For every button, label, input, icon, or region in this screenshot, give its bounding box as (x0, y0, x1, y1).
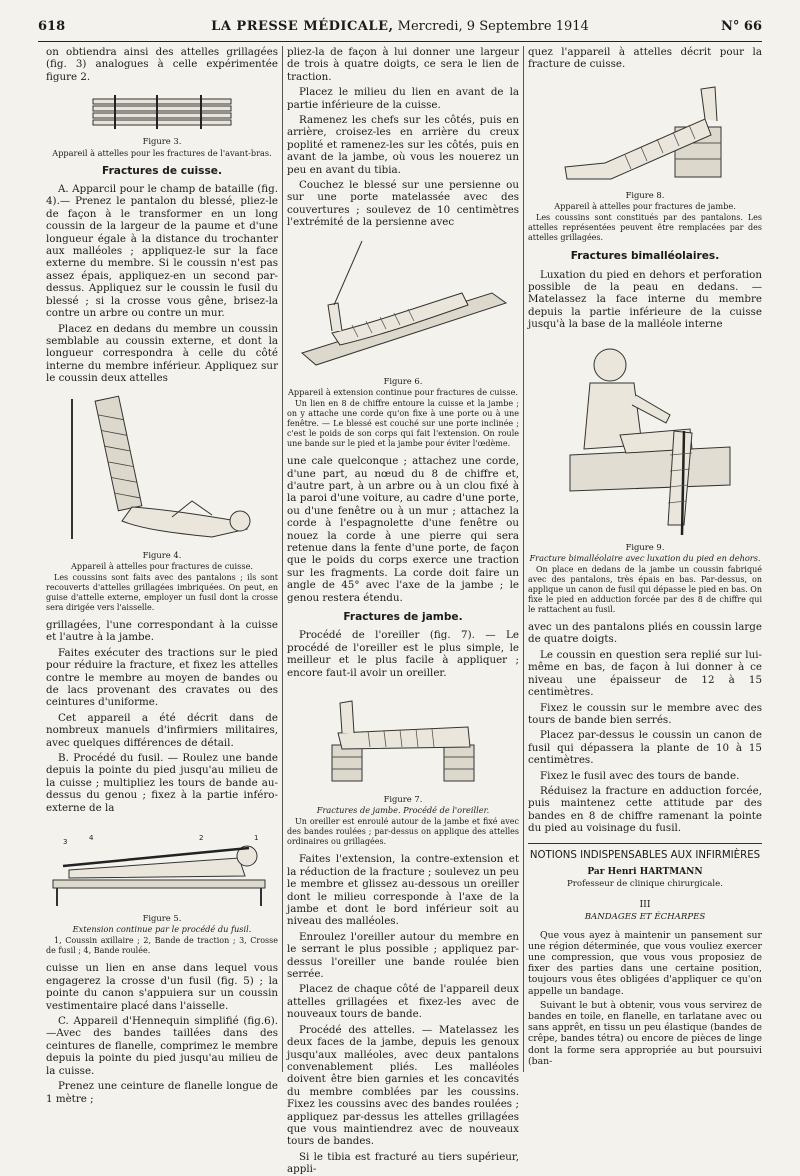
pillow-method-illustration (318, 683, 488, 791)
figure-caption: Appareil à extension continue pour fractures de cuisse. (287, 387, 519, 398)
paragraph: Cet appareil a été décrit dans de nombreux manuels d'infirmiers militaires, avec quelques différences de détail. (46, 711, 278, 749)
paragraph: avec un des pantalons pliés en coussin large de quatre doigts. (528, 621, 762, 646)
paragraph: Procédé de l'oreiller (fig. 7). — Le procédé de l'oreiller est le plus simple, le meilleur et le plus facile à appliquer ; encore faut-il avoir un oreiller. (287, 629, 519, 679)
column-3 (528, 46, 762, 1076)
paragraph: Ramenez les chefs sur les côtés, puis en arrière, croisez-les en arrière du creux poplité et ramenez-les sur les côtés, puis en avant de la jambe, où vous les nouerez un peu en avant du tibia. (287, 114, 519, 176)
paragraph: Si le tibia est fracturé au tiers supérieur, appli- (287, 1150, 519, 1176)
figure-note: Les coussins sont faits avec des pantalons ; ils sont recouverts d'attelles grillagées imbriquées. On peut, en guise d'attelle externe, employer un fusil dont la crosse sera dirigée vers l'aisselle. (46, 572, 278, 612)
journal-name: LA PRESSE MÉDICALE, (211, 19, 394, 34)
forearm-splint-illustration (87, 87, 237, 133)
bimalleolar-fracture-illustration (550, 335, 740, 539)
figure-5 (46, 818, 278, 956)
paragraph: Fixez le coussin sur le membre avec des tours de bande bien serrés. (528, 701, 762, 726)
paragraph: Fixez le fusil avec des tours de bande. (540, 769, 740, 782)
paragraph: Faites exécuter des tractions sur le pied pour réduire la fracture, et fixez les attelles contre le membre au moyen de bandes ou de lacs provenant des cravates ou des ceintures d'uniforme. (46, 646, 278, 709)
masthead (38, 19, 762, 34)
figure-caption: Appareil à attelles pour fractures de jambe. (554, 201, 736, 212)
figure-7 (287, 683, 519, 847)
section-heading: Fractures de cuisse. (102, 164, 222, 177)
figure-title: Figure 4. (142, 549, 182, 560)
paragraph: Faites l'extension, la contre-extension et la réduction de la fracture ; soulevez un peu le membre et glissez au-dessous un oreiller dont le milieu corresponde à l'axe de la jambe et dont le bord inférieur soit au niveau des malléoles. (287, 853, 519, 928)
paragraph: Placez le milieu du lien en avant de la partie inférieure de la cuisse. (287, 86, 519, 111)
figure-note: Un oreiller est enroulé autour de la jambe et fixé avec des bandes roulées ; par-dessus on applique des attelles ordinaires ou grillagées. (287, 817, 519, 847)
svg-text:1: 1 (254, 834, 259, 843)
paragraph: Le coussin en question sera replié sur lui-même en bas, de façon à lui donner à ce niveau une épaisseur de 12 à 15 centimètres. (528, 648, 762, 699)
figure-9 (528, 335, 762, 615)
paragraph: Couchez le blessé sur une persienne ou sur une porte matelassée avec des couvertures ; soulevez de 10 centimètres l'extrémité de la persienne avec (287, 179, 519, 229)
figure-caption: Appareil à attelles pour les fractures de l'avant-bras. (52, 147, 272, 158)
paragraph: Réduisez la fracture en adduction forcée, puis maintenez cette attitude par des bandes en 8 de chiffre ramenant la pointe du pied au voisinage du fusil. (528, 784, 762, 835)
figure-note: 1, Coussin axillaire ; 2, Bande de traction ; 3, Crosse de fusil ; 4, Bande roulée. (46, 936, 278, 956)
paragraph: Procédé des attelles. — Matelassez les deux faces de la jambe, depuis les genoux jusqu'aux malléoles, avec deux pantalons convenablement pliés. Les malléoles doivent être bien garnies et les concavités du membre comblées par les coussins. Fixez les coussins avec des bandes roulées ; appliquez par-dessus les attelles grillagées que vous maintiendrez avec de nouveaux tours de bandes. (287, 1023, 519, 1148)
paragraph: Placez par-dessus le coussin un canon de fusil qui dépassera la plante de 10 à 15 centimètres. (528, 729, 762, 767)
paragraph: Prenez une ceinture de flanelle longue de 1 mètre ; (46, 1080, 278, 1105)
paragraph: quez l'appareil à attelles décrit pour la fracture de cuisse. (528, 46, 762, 71)
continuous-extension-illustration (292, 233, 514, 373)
column-divider (282, 46, 283, 1072)
paragraph: B. Procédé du fusil. — Roulez une bande depuis la pointe du pied jusqu'au milieu de la cuisse ; multipliez les tours de bande au-dessus du genou ; fixez à la partie inféro-externe de la (46, 752, 278, 814)
figure-3 (46, 87, 278, 157)
author-affiliation: Professeur de clinique chirurgicale. (567, 879, 723, 890)
figure-note: Les coussins sont constitués par des pantalons. Les attelles représentées peuvent être remplacées par des attelles grillagées. (528, 213, 762, 243)
article-body (528, 930, 762, 1067)
paragraph: pliez-la de façon à lui donner une largeur de trois à quatre doigts, ce sera le lien de traction. (287, 46, 519, 83)
page-header (38, 19, 762, 42)
column-1 (46, 46, 278, 1105)
paragraph: Enroulez l'oreiller autour du membre en le serrant le plus possible ; appliquez par-dessus l'oreiller une bande roulée bien serrée. (287, 930, 519, 981)
paragraph: Que vous ayez à maintenir un pansement sur une région déterminée, que vous vouliez exercer une compression, que vous vous proposiez de fixer des parties dans une certaine position, toujours vous êtes obligées d'appliquer ce qu'on appelle un bandage. (528, 929, 762, 997)
figure-caption: Fractures de jambe. Procédé de l'oreiller. (316, 805, 490, 816)
figure-title: Figure 8. (625, 189, 665, 200)
paragraph: A. Apparcil pour le champ de bataille (fig. 4).— Prenez le pantalon du blessé, pliez-le de façon à le transformer en un long coussin de la largeur de la paume et d'une longueur égale à la distance du trochanter aux malléoles ; appliquez-le sur la face externe du membre. Si le coussin n'est pas assez épais, appliquez-en un second par-dessus. Appliquez sur le coussin le fusil du blessé ; si la crosse vous gêne, brisez-la contre un arbre ou contre un mur. (46, 183, 278, 320)
figure-title: Figure 3. (142, 136, 182, 147)
rifle-extension-illustration (49, 818, 275, 910)
paragraph: une cale quelconque ; attachez une corde, d'une part, au nœud du 8 de chiffre et, d'autre part, à un arbre ou à un clou fixé à la paroi d'une voiture, au cadre d'une porte, ou d'une fenêtre ou à un mur ; attachez la corde à l'espagnolette d'une fenêtre ou nouez la corde à une pierre qui sera retenue dans la fente d'une porte, de façon que le poids du corps exerce une traction sur les fragments. La corde doit faire un angle de 45° avec l'axe de la jambe ; le genou restera étendu. (287, 455, 519, 604)
figure-title: Figure 6. (383, 375, 423, 386)
svg-text:4: 4 (89, 834, 94, 843)
figure-8 (528, 75, 762, 243)
page-number: 618 (38, 19, 66, 34)
figure-caption: Extension continue par le procédé du fusil. (72, 924, 252, 935)
paragraph: C. Appareil d'Hennequin simplifié (fig.6).—Avec des bandes taillées dans des ceintures de flanelle, comprimez le membre depuis la pointe du pied jusqu'au milieu de la cuisse. (46, 1015, 278, 1077)
section-heading: Fractures bimalléolaires. (570, 250, 720, 263)
issue-number: N° 66 (721, 19, 762, 34)
figure-note: Un lien en 8 de chiffre entoure la cuisse et la jambe ; on y attache une corde qu'on fixe à une porte ou à une fenêtre. — Le blessé est couché sur une porte inclinée ; c'est le poids de son corps qui fait l'extension. On roule une bande sur le pied et la jambe pour éviter l'œdème. (287, 399, 519, 449)
paragraph: grillagées, l'une correspondant à la cuisse et l'autre à la jambe. (46, 618, 278, 644)
chapter-title: BANDAGES ET ÉCHARPES (584, 912, 706, 923)
figure-title: Figure 7. (383, 794, 423, 804)
paragraph: Placez de chaque côté de l'appareil deux attelles grillagées et fixez-les avec de nouveaux tours de bande. (287, 983, 519, 1021)
figure-caption: Fracture bimalléolaire avec luxation du pied en dehors. (529, 553, 761, 564)
article-author: Par Henri HARTMANN (587, 866, 703, 877)
figure-caption: Appareil à attelles pour fractures de cuisse. (70, 560, 254, 571)
paragraph: Suivant le but à obtenir, vous vous servirez de bandes en toile, en flanelle, en tarlatane avec ou sans apprêt, en tissu un peu élastique (bandes de crêpe, bandes tétra) ou encore de pièces de linge dont la forme sera appropriée au but poursuivi (ban- (528, 999, 762, 1067)
column-divider (523, 46, 524, 1072)
paragraph: on obtiendra ainsi des attelles grillagées (fig. 3) analogues à celle expérimentée figure 2. (46, 46, 278, 83)
svg-text:3: 3 (63, 838, 68, 847)
figure-note: On place en dedans de la jambe un coussin fabriqué avec des pantalons, très épais en bas. Par-dessus, on applique un canon de fusil qui dépasse le pied en bas. On fixe le pied en adduction forcée par des 8 de chiffre qui le rattachent au fusil. (528, 565, 762, 615)
paragraph: cuisse un lien en anse dans lequel vous engagerez la crosse d'un fusil (fig. 5) ; la pointe du canon s'appuiera sur un coussin vestimentaire placé dans l'aisselle. (46, 962, 278, 1012)
figure-title: Figure 9. (625, 541, 665, 552)
chapter-number: III (639, 898, 651, 910)
leg-splint-illustration (555, 75, 735, 187)
figure-title: Figure 5. (142, 913, 182, 924)
thigh-splint-illustration (62, 389, 262, 547)
figure-6 (287, 233, 519, 449)
paragraph: Placez en dedans du membre un coussin semblable au coussin externe, et dont la longueur correspondra à celle du côté interne du membre inférieur. Appliquez sur le coussin deux attelles (46, 322, 278, 385)
figure-4 (46, 389, 278, 613)
paragraph: Luxation du pied en dehors et perforation possible de la peau en dedans. — Matelassez la face interne du membre depuis la partie inférieure de la cuisse jusqu'à la base de la malléole interne (528, 268, 762, 331)
section-heading: Fractures de jambe. (343, 610, 463, 623)
issue-date: Mercredi, 9 Septembre 1914 (397, 19, 589, 34)
svg-text:2: 2 (199, 834, 204, 843)
column-2 (287, 46, 519, 1176)
article-heading: NOTIONS INDISPENSABLES AUX INFIRMIÈRES (528, 843, 762, 862)
